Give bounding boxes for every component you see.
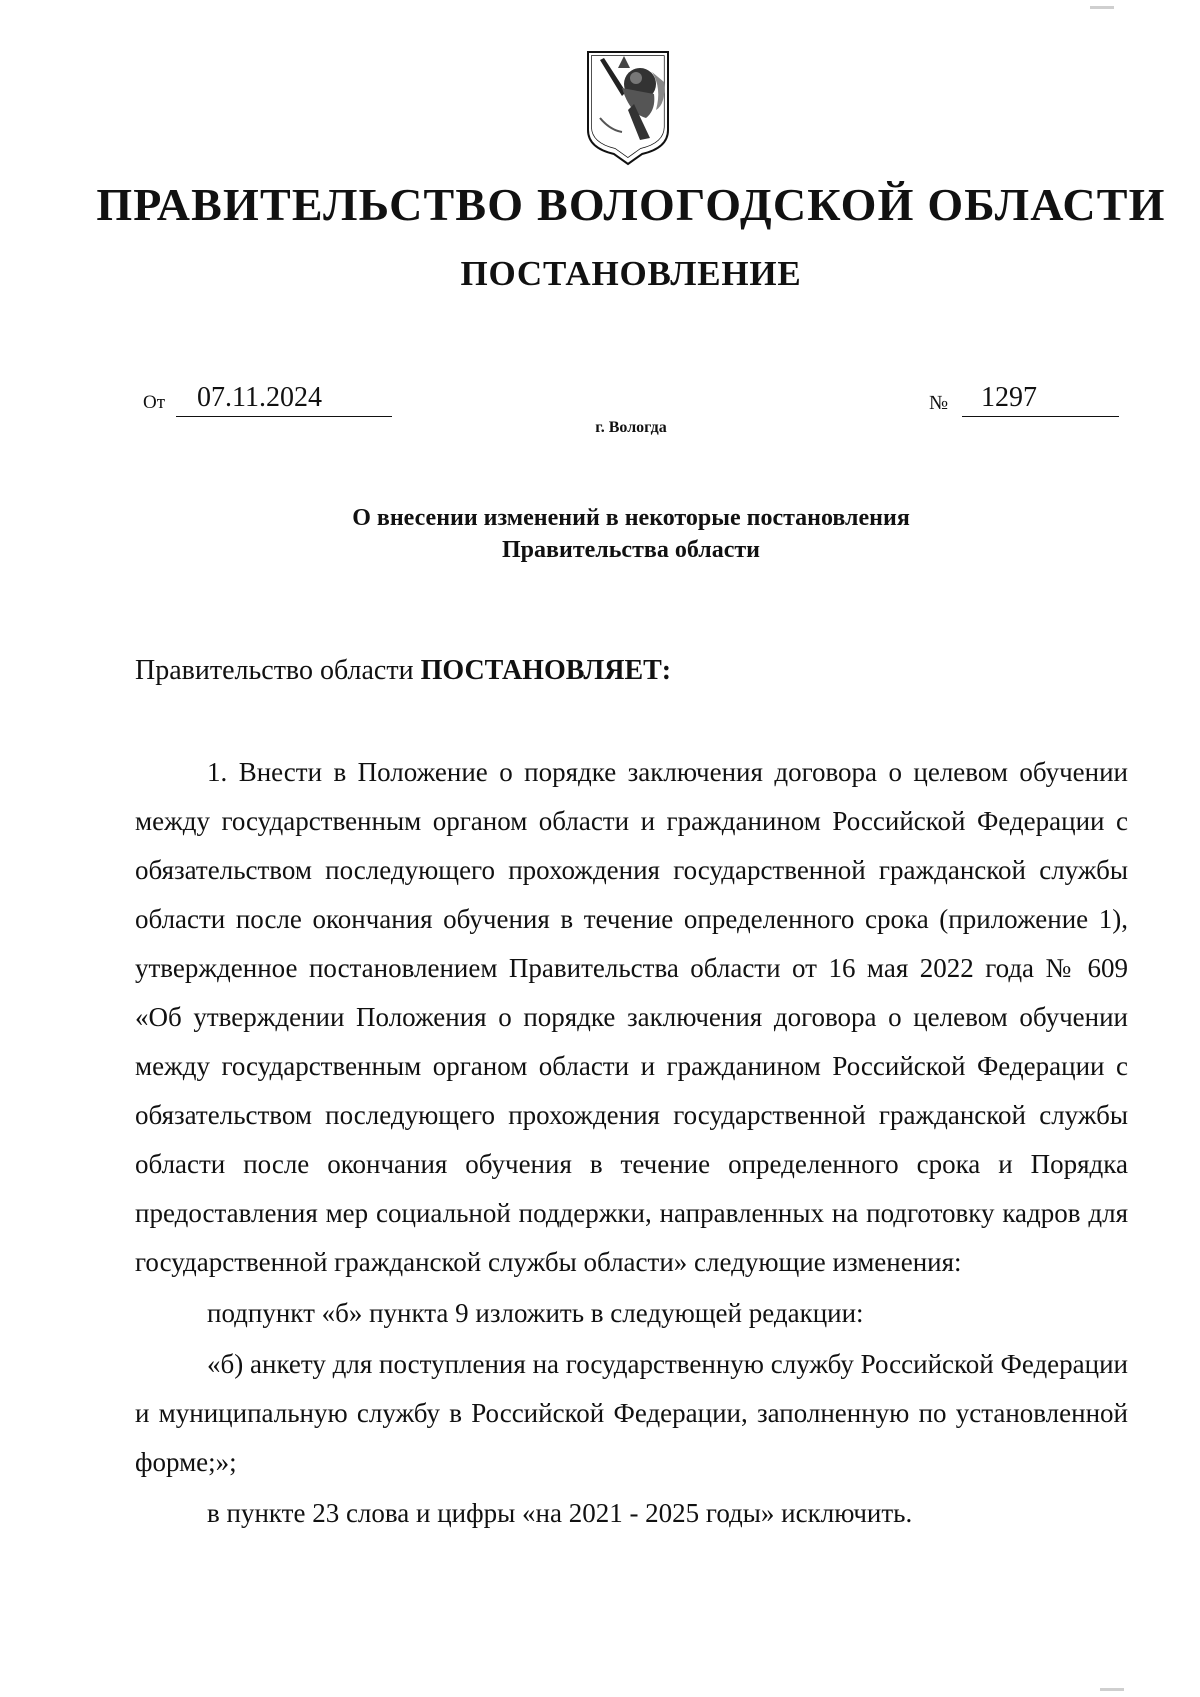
- scan-artifact-bottom: [1100, 1688, 1124, 1691]
- body-paragraph-3: «б) анкету для поступления на государственную службу Российской Федерации и муниципальную службу в Российской Федерации, заполненную по установленной форме;»;: [135, 1349, 1128, 1477]
- document-type-heading: ПОСТАНОВЛЕНИЕ: [460, 254, 802, 293]
- scan-artifact-top: [1090, 6, 1114, 9]
- body-paragraph-4: в пункте 23 слова и цифры «на 2021 - 2025 годы» исключить.: [207, 1498, 913, 1528]
- document-subject: [0, 502, 1200, 566]
- city-name: г. Вологда: [595, 419, 667, 436]
- body-paragraph-1: 1. Внести в Положение о порядке заключения договора о целевом обучении между государственным органом области и гражданином Российской Федерации с обязательством последующего прохождения государственной гражданской службы области после окончания обучения в течение определенного срока (приложение 1), утвержденное постановлением Правительства области от 16 мая 2022 года № 609 «Об утверждении Положения о порядке заключения договора о целевом обучении между государственным органом области и гражданином Российской Федерации с обязательством последующего прохождения государственной гражданской службы области после окончания обучения в течение определенного срока и Порядка предоставления мер социальной поддержки, направленных на подготовку кадров для государственной гражданской службы области» следующие изменения:: [135, 757, 1128, 1277]
- subject-line-2: Правительства области: [502, 537, 760, 563]
- decree-prefix: Правительство области: [135, 655, 414, 686]
- document-date: 07.11.2024: [197, 382, 322, 413]
- document-number: 1297: [981, 382, 1037, 413]
- document-body: [135, 748, 1128, 1540]
- organization-title: ПРАВИТЕЛЬСТВО ВОЛОГОДСКОЙ ОБЛАСТИ: [96, 179, 1166, 230]
- date-label: От: [143, 392, 166, 413]
- decree-statement: [135, 655, 671, 687]
- number-label: №: [929, 392, 949, 414]
- coat-of-arms-emblem: [582, 48, 674, 166]
- subject-line-1: О внесении изменений в некоторые постановления: [352, 505, 910, 531]
- body-paragraph-2: подпункт «б» пункта 9 изложить в следующей редакции:: [207, 1298, 864, 1328]
- decree-keyword: ПОСТАНОВЛЯЕТ:: [420, 655, 672, 686]
